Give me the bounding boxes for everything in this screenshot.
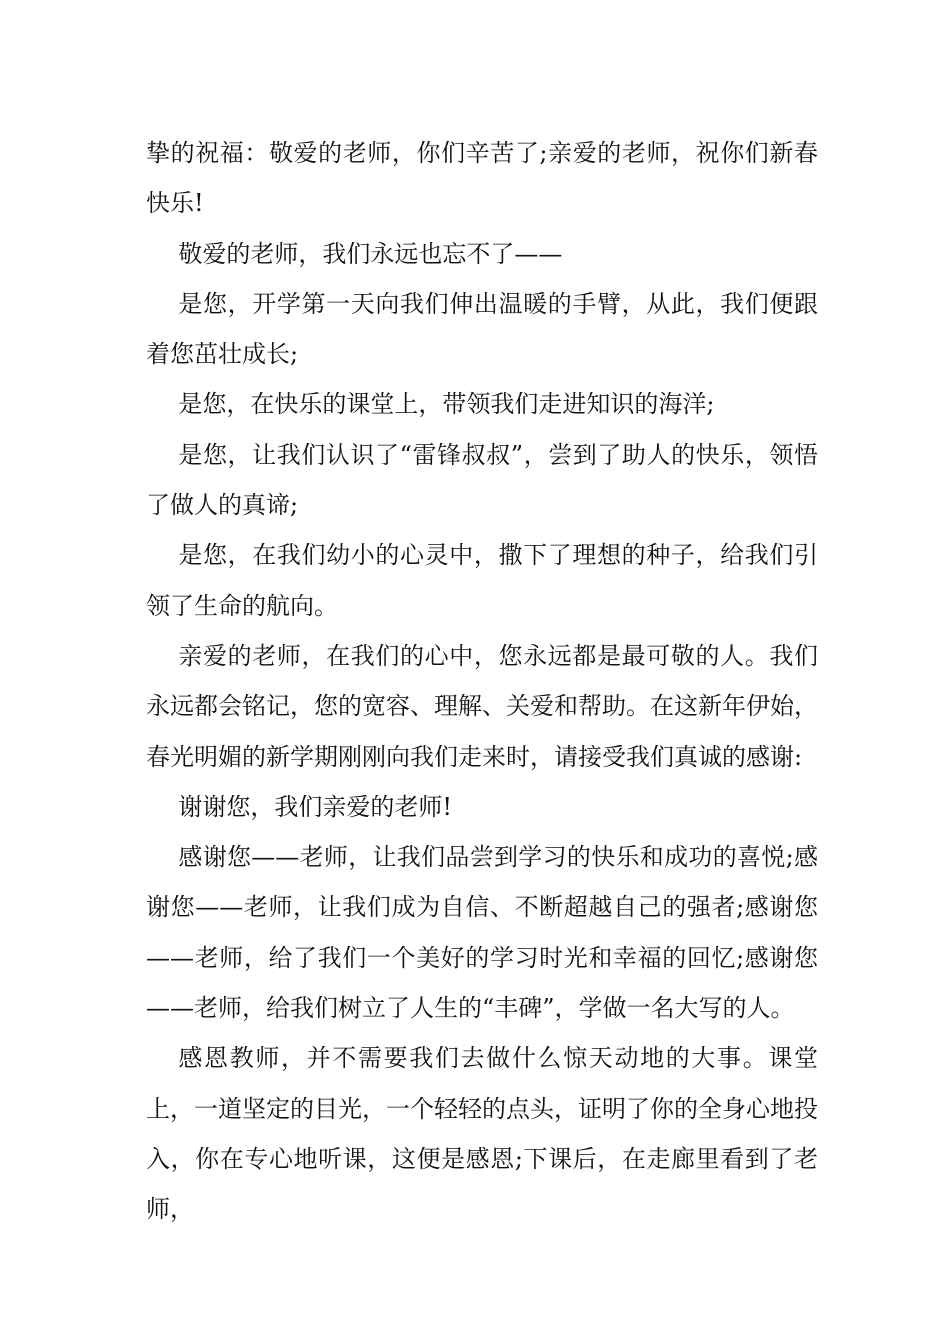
paragraph-5: 是您，让我们认识了“雷锋叔叔”，尝到了助人的快乐，领悟了做人的真谛; — [146, 440, 818, 520]
paragraph-1: 挚的祝福：敬爱的老师，你们辛苦了;亲爱的老师，祝你们新春快乐! — [146, 139, 818, 218]
paragraph-10: 感恩教师，并不需要我们去做什么惊天动地的大事。课堂上，一道坚定的目光，一个轻轻的点头，证明了你的全身心地投入，你在专心地听课，这便是感恩;下课后，在走廊里看到了老师， — [146, 1044, 818, 1224]
paragraph-6: 是您，在我们幼小的心灵中，撒下了理想的种子，给我们引领了生命的航向。 — [146, 541, 818, 620]
paragraph-9: 感谢您——老师，让我们品尝到学习的快乐和成功的喜悦;感谢您——老师，让我们成为自信、不断超越自己的强者;感谢您——老师，给了我们一个美好的学习时光和幸福的回忆;感谢您——老师，给我们树立了人生的“丰碑”，学做一名大写的人。 — [146, 843, 818, 1023]
document-body — [146, 128, 818, 1235]
paragraph-8: 谢谢您，我们亲爱的老师! — [178, 792, 453, 821]
paragraph-2: 敬爱的老师，我们永远也忘不了—— — [178, 239, 563, 268]
paragraph-4: 是您，在快乐的课堂上，带领我们走进知识的海洋; — [178, 390, 715, 419]
paragraph-3: 是您，开学第一天向我们伸出温暖的手臂，从此，我们便跟着您茁壮成长; — [146, 289, 818, 369]
paragraph-7: 亲爱的老师，在我们的心中，您永远都是最可敬的人。我们永远都会铭记，您的宽容、理解、关爱和帮助。在这新年伊始，春光明媚的新学期刚刚向我们走来时，请接受我们真诚的感谢: — [146, 641, 818, 771]
